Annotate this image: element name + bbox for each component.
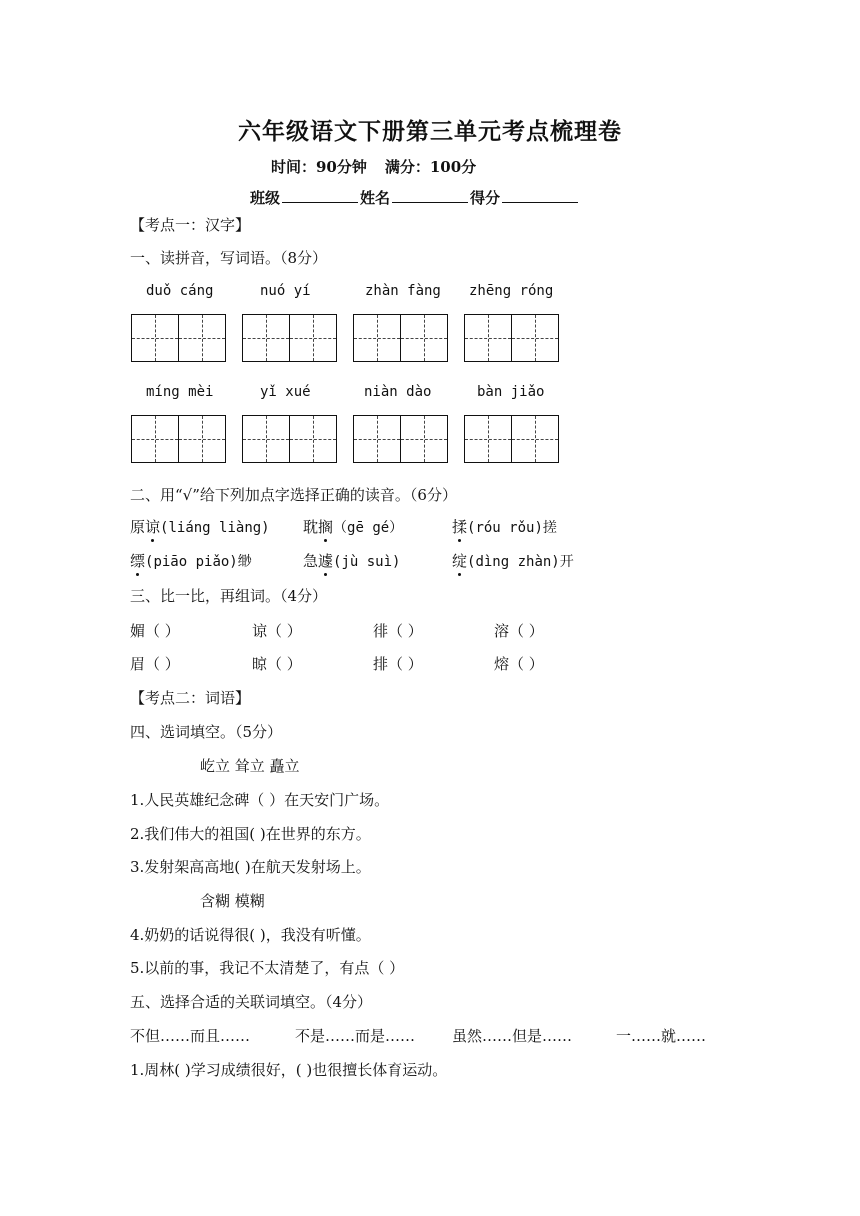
fill-sentence[interactable]: 1.人民英雄纪念碑（ ）在天安门广场。	[130, 791, 390, 809]
score-label: 得分	[470, 189, 501, 207]
writing-grid[interactable]	[464, 314, 559, 362]
time-label: 时间：90分钟	[271, 158, 367, 176]
compare-item[interactable]: 媚（ ）	[130, 622, 180, 640]
class-label: 班级	[250, 189, 281, 207]
writing-grid[interactable]	[353, 314, 448, 362]
name-blank[interactable]	[392, 188, 468, 203]
conjunction-option: 虽然……但是……	[452, 1027, 573, 1045]
fill-sentence[interactable]: 3.发射架高高地( )在航天发射场上。	[130, 858, 371, 876]
conjunction-option: 不但……而且……	[130, 1027, 251, 1045]
pinyin-label: míng mèi	[146, 384, 214, 400]
writing-grid[interactable]	[131, 314, 226, 362]
name-label: 姓名	[360, 189, 391, 207]
writing-grid[interactable]	[242, 314, 337, 362]
dotted-char: 揉	[452, 518, 468, 536]
pinyin-label: yǐ xué	[260, 384, 311, 400]
compare-item[interactable]: 谅（ ）	[252, 622, 302, 640]
score-blank[interactable]	[502, 188, 578, 203]
pinyin-label: duǒ cáng	[146, 283, 214, 299]
pinyin-label: zhēng róng	[469, 283, 554, 299]
compare-item[interactable]: 晾（ ）	[252, 655, 302, 673]
compare-item[interactable]: 熔（ ）	[494, 655, 544, 673]
pronunciation-item[interactable]: 揉(róu rǒu)搓	[452, 518, 557, 536]
fill-sentence[interactable]: 1.周林( )学习成绩很好，( )也很擅长体育运动。	[130, 1061, 448, 1079]
student-info	[250, 187, 580, 208]
compare-item[interactable]: 徘（ ）	[373, 622, 423, 640]
writing-grid[interactable]	[353, 415, 448, 463]
q2-heading: 二、用“√”给下列加点字选择正确的读音。（6分）	[130, 486, 457, 504]
pronunciation-item[interactable]: 绽(dìng zhàn)开	[452, 552, 574, 570]
pinyin-label: niàn dào	[364, 384, 432, 400]
fill-sentence[interactable]: 4.奶奶的话说得很( )，我没有听懂。	[130, 926, 371, 944]
fill-sentence[interactable]: 2.我们伟大的祖国( )在世界的东方。	[130, 825, 371, 843]
page-title: 六年级语文下册第三单元考点梳理卷	[238, 118, 622, 145]
dotted-char: 遽	[318, 552, 334, 570]
writing-grid[interactable]	[464, 415, 559, 463]
fill-sentence[interactable]: 5.以前的事，我记不太清楚了，有点（ ）	[130, 959, 405, 977]
writing-grid[interactable]	[242, 415, 337, 463]
pinyin-label: zhàn fàng	[365, 283, 441, 299]
compare-item[interactable]: 排（ ）	[373, 655, 423, 673]
q3-heading: 三、比一比，再组词。（4分）	[130, 587, 328, 605]
compare-item[interactable]: 溶（ ）	[494, 622, 544, 640]
pronunciation-item[interactable]: 缥(piāo piǎo)缈	[130, 552, 252, 570]
pinyin-label: nuó yí	[260, 283, 311, 299]
pronunciation-item[interactable]: 急遽(jù suì)	[303, 552, 401, 570]
dotted-char: 缥	[130, 552, 146, 570]
q4-heading: 四、选词填空。（5分）	[130, 723, 283, 741]
section-heading-kp1: 【考点一：汉字】	[130, 216, 251, 234]
section-heading-kp2: 【考点二：词语】	[130, 689, 251, 707]
pronunciation-item[interactable]: 原谅(liáng liàng)	[130, 518, 270, 536]
writing-grid[interactable]	[131, 415, 226, 463]
full-score-label: 满分：100分	[384, 158, 477, 176]
word-options: 屹立 耸立 矗立	[200, 757, 300, 775]
q5-heading: 五、选择合适的关联词填空。（4分）	[130, 993, 373, 1011]
class-blank[interactable]	[282, 188, 358, 203]
dotted-char: 绽	[452, 552, 468, 570]
dotted-char: 谅	[145, 518, 161, 536]
dotted-char: 搁	[318, 518, 334, 536]
pronunciation-item[interactable]: 耽搁（gē gé）	[303, 518, 404, 536]
pinyin-label: bàn jiǎo	[477, 384, 545, 400]
compare-item[interactable]: 眉（ ）	[130, 655, 180, 673]
conjunction-option: 一……就……	[616, 1027, 707, 1045]
word-options: 含糊 模糊	[200, 892, 265, 910]
conjunction-option: 不是……而是……	[295, 1027, 416, 1045]
q1-heading: 一、读拼音，写词语。（8分）	[130, 249, 328, 267]
exam-meta	[271, 156, 494, 177]
